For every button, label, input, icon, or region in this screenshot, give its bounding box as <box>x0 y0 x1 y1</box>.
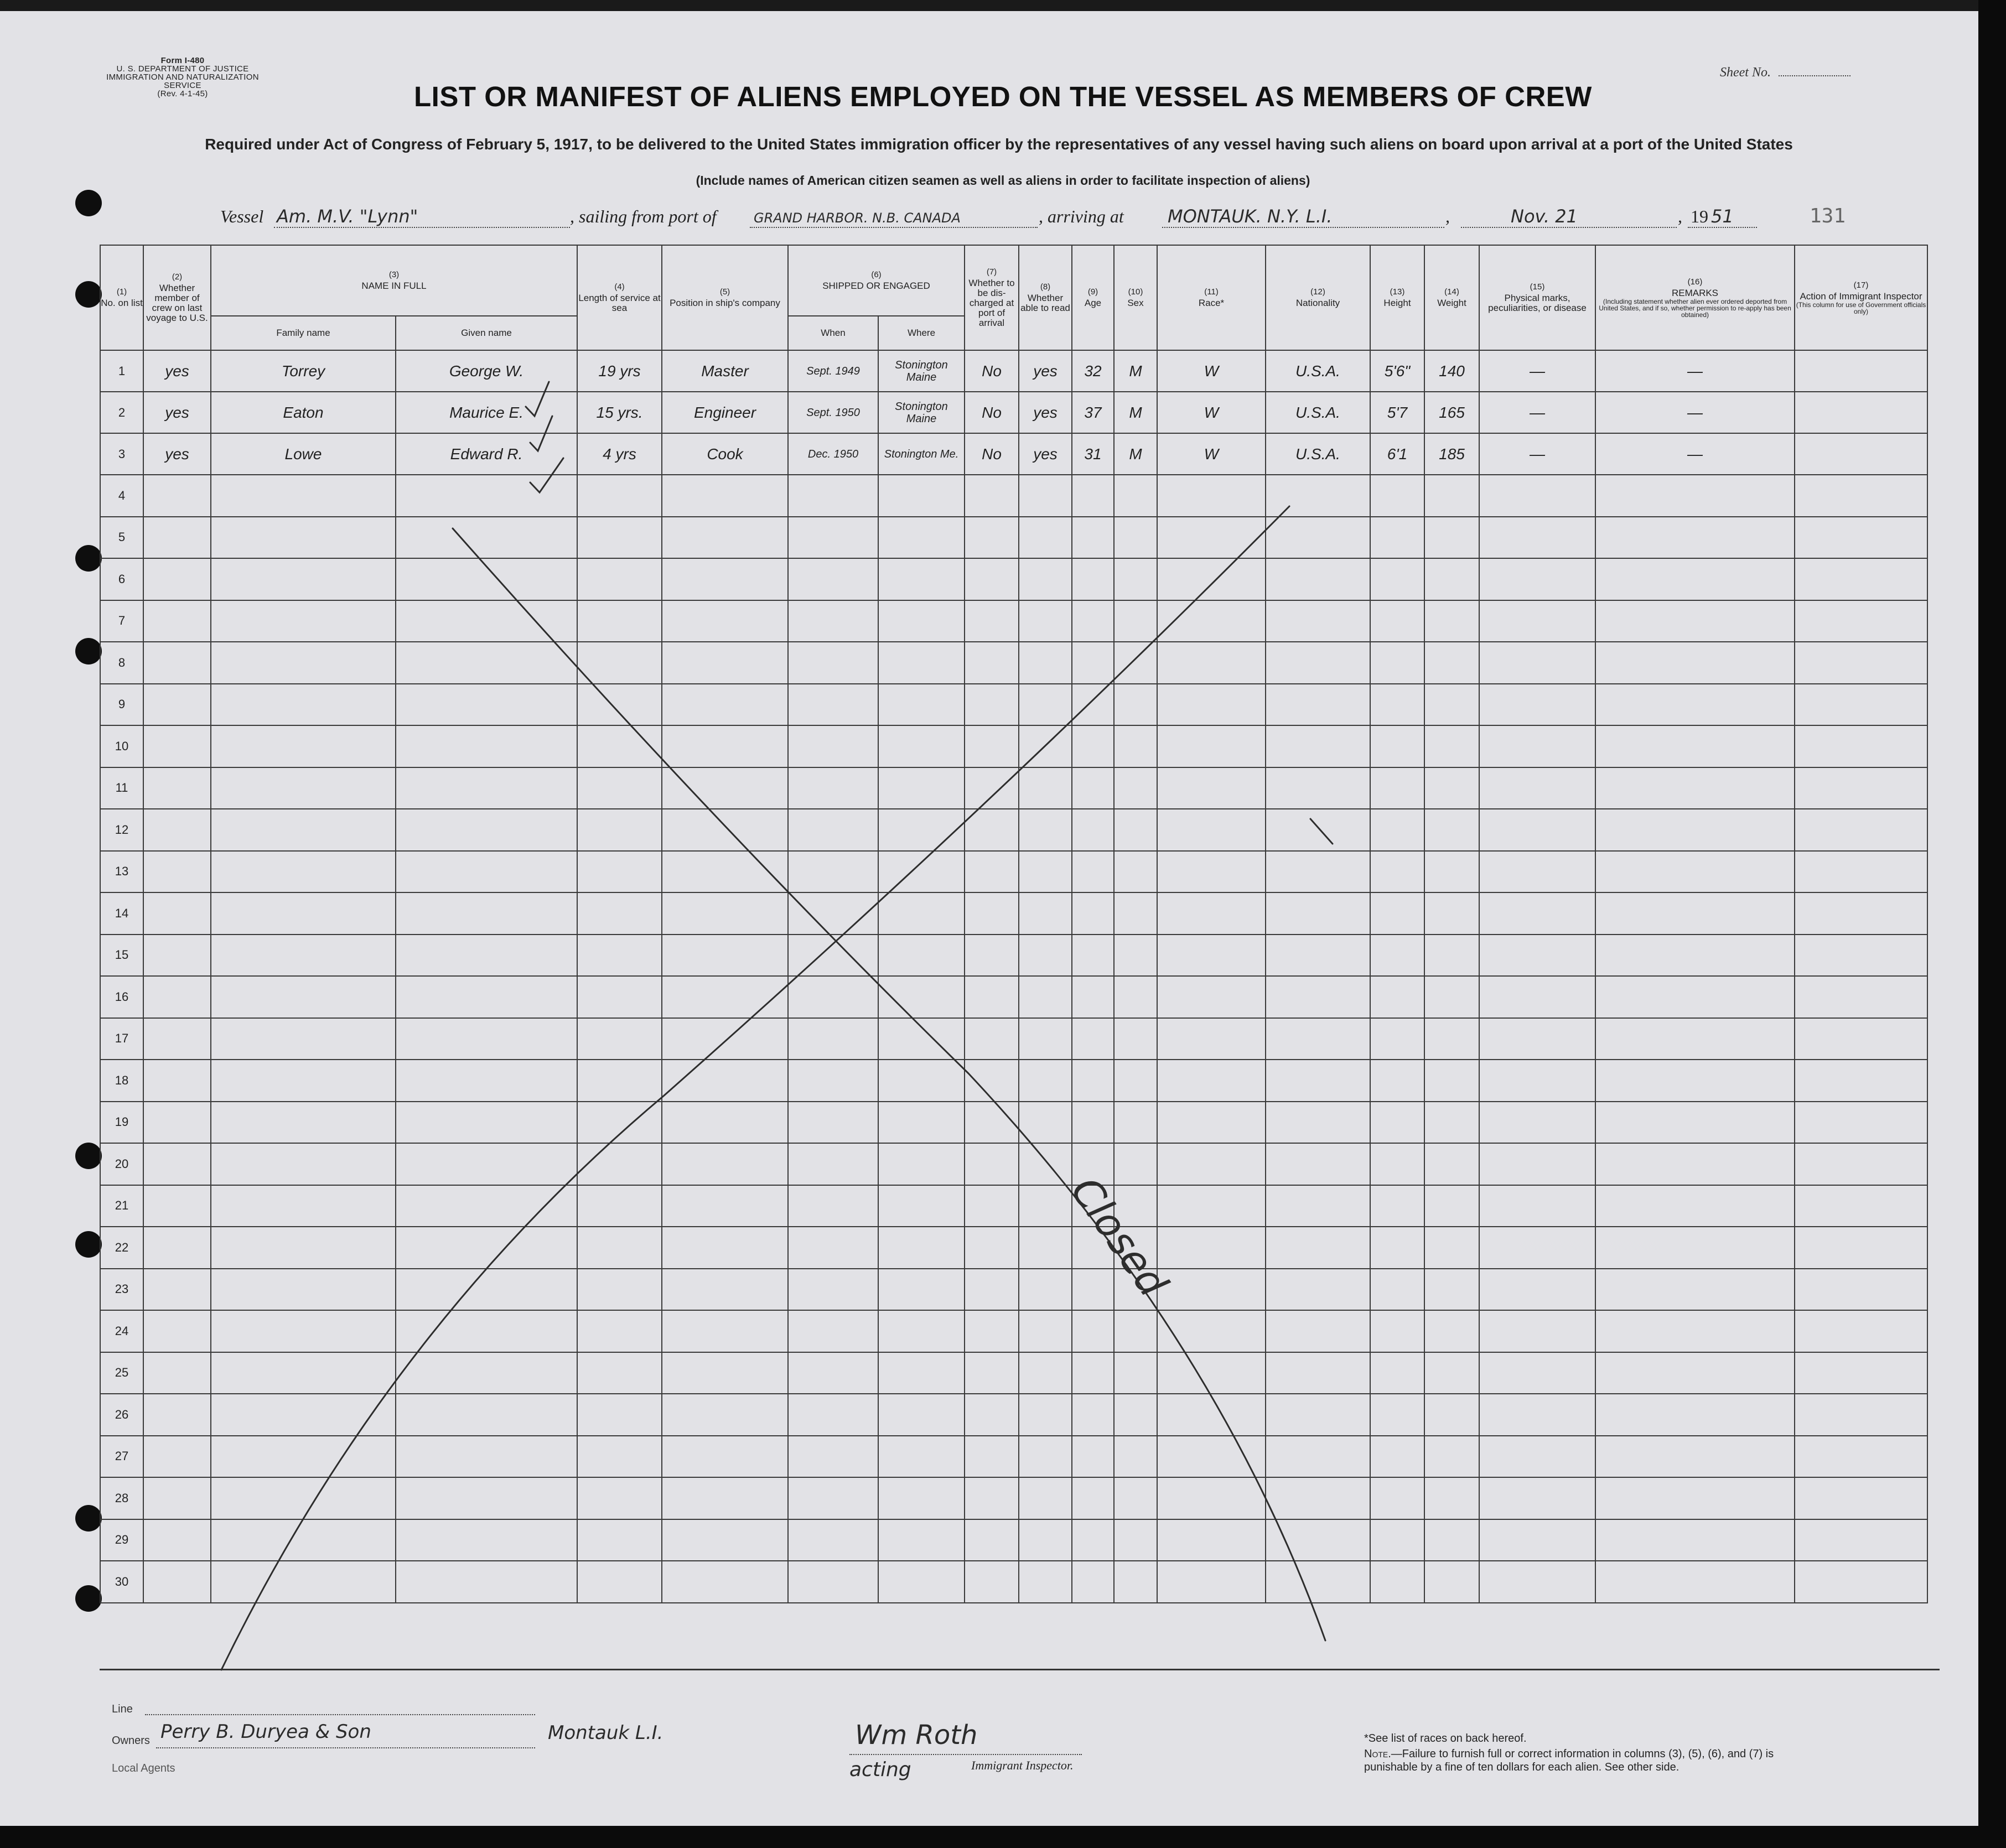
row-number: 9 <box>100 684 143 726</box>
page-subtitle: Required under Act of Congress of February 5, 1917, to be delivered to the United States immigration officer by the representatives of any vessel having such aliens on board upon arrival at a port of the United States <box>205 136 1793 153</box>
cell-given: Maurice E. <box>396 392 577 433</box>
row-number: 10 <box>100 725 143 767</box>
header-discharged: (7) Whether to be dis-charged at port of arrival <box>965 245 1019 350</box>
header-when: When <box>788 316 878 350</box>
cell-service: 15 yrs. <box>577 392 662 433</box>
sailing-value: GRAND HARBOR. N.B. CANADA <box>754 210 961 226</box>
arriving-value: MONTAUK. N.Y. L.I. <box>1168 206 1333 227</box>
row-number: 29 <box>100 1519 143 1561</box>
closed-annotation: Closed <box>1061 1168 1177 1305</box>
check-mark-icon <box>530 416 552 451</box>
row-number: 6 <box>100 558 143 600</box>
row-number: 8 <box>100 642 143 684</box>
cell-position: Cook <box>662 433 788 475</box>
check-mark-icon <box>526 382 549 416</box>
year-prefix: 19 <box>1691 206 1708 226</box>
cell-weight: 165 <box>1424 392 1479 433</box>
cell-nationality: U.S.A. <box>1266 350 1370 392</box>
cell-family: Lowe <box>211 433 396 475</box>
vessel-label: Vessel <box>220 206 264 226</box>
cell-position: Engineer <box>662 392 788 433</box>
cell-age: 37 <box>1072 392 1114 433</box>
cell-read: yes <box>1019 350 1072 392</box>
header-no-on-list: (1) No. on list <box>100 245 143 350</box>
cell-discharged: No <box>965 433 1019 475</box>
arrival-date: Nov. 21 <box>1511 206 1578 227</box>
inspector-signature: Wm Roth <box>855 1720 978 1751</box>
stamp-number: 131 <box>1810 205 1846 227</box>
header-remarks: (16) REMARKS (Including statement whether alien ever ordered deported from United States, and if so, whether permission to re-apply has been obtained) <box>1595 245 1795 350</box>
cell-sex: M <box>1114 392 1157 433</box>
header-family-name: Family name <box>211 316 396 350</box>
cell-service: 19 yrs <box>577 350 662 392</box>
cell-given: George W. <box>396 350 577 392</box>
cell-nationality: U.S.A. <box>1266 433 1370 475</box>
cell-nationality: U.S.A. <box>1266 392 1370 433</box>
header-physical-marks: (15) Physical marks, peculiarities, or disease <box>1479 245 1595 350</box>
races-note: *See list of races on back hereof. <box>1364 1732 1527 1745</box>
header-race: (11) Race* <box>1157 245 1266 350</box>
cell-service: 4 yrs <box>577 433 662 475</box>
header-given-name: Given name <box>396 316 577 350</box>
header-position: (5) Position in ship's company <box>662 245 788 350</box>
header-able-to-read: (8) Whether able to read <box>1019 245 1072 350</box>
cell-family: Torrey <box>211 350 396 392</box>
form-number: Form I-480 <box>160 56 205 65</box>
row-number: 20 <box>100 1143 143 1185</box>
agents-label: Local Agents <box>112 1762 175 1774</box>
header-height: (13) Height <box>1370 245 1424 350</box>
row-number: 14 <box>100 892 143 935</box>
row-number: 26 <box>100 1394 143 1436</box>
row-number: 12 <box>100 809 143 851</box>
year-value: 51 <box>1711 206 1734 227</box>
cell-sex: M <box>1114 433 1157 475</box>
cell-when: Dec. 1950 <box>788 433 878 475</box>
row-number: 25 <box>100 1352 143 1394</box>
cell-height: 6'1 <box>1370 433 1424 475</box>
header-where: Where <box>878 316 965 350</box>
cell-where: Stonington Maine <box>878 350 965 392</box>
line-label: Line <box>112 1703 133 1715</box>
cancel-stroke <box>221 506 1289 1670</box>
header-age: (9) Age <box>1072 245 1114 350</box>
cell-weight: 185 <box>1424 433 1479 475</box>
row-number: 16 <box>100 976 143 1018</box>
cell-remarks: — <box>1595 350 1795 392</box>
sailing-label: , sailing from port of <box>570 206 717 226</box>
cell-last-voyage: yes <box>143 392 211 433</box>
vessel-value: Am. M.V. "Lynn" <box>277 206 418 227</box>
header-length-of-service: (4) Length of service at sea <box>577 245 662 350</box>
header-weight: (14) Weight <box>1424 245 1479 350</box>
cell-position: Master <box>662 350 788 392</box>
page-subnote: (Include names of American citizen seamen as well as aliens in order to facilitate inspection of aliens) <box>696 173 1310 188</box>
form-service: IMMIGRATION AND NATURALIZATION SERVICE <box>106 72 259 90</box>
header-inspector-action: (17) Action of Immigrant Inspector (This column for use of Government officials only) <box>1795 245 1927 350</box>
sheet-number-label: Sheet No. <box>1720 65 1771 80</box>
row-number: 18 <box>100 1060 143 1102</box>
cell-race: W <box>1157 433 1266 475</box>
cell-remarks: — <box>1595 433 1795 475</box>
header-sex: (10) Sex <box>1114 245 1157 350</box>
row-number: 28 <box>100 1477 143 1519</box>
row-number: 13 <box>100 851 143 893</box>
cell-marks: — <box>1479 433 1595 475</box>
row-number: 11 <box>100 767 143 809</box>
cell-weight: 140 <box>1424 350 1479 392</box>
cell-height: 5'7 <box>1370 392 1424 433</box>
fine-note-text: —Failure to furnish full or correct information in columns (3), (5), (6), and (7) is punishable by a fine of ten dollars for each alien. See other side. <box>1364 1748 1774 1773</box>
row-number: 22 <box>100 1227 143 1269</box>
header-name-in-full: (3) NAME IN FULL <box>211 245 577 316</box>
owners-label: Owners <box>112 1735 150 1747</box>
header-nationality: (12) Nationality <box>1266 245 1370 350</box>
row-number: 30 <box>100 1561 143 1603</box>
cell-when: Sept. 1949 <box>788 350 878 392</box>
cell-age: 32 <box>1072 350 1114 392</box>
row-number: 19 <box>100 1102 143 1144</box>
cell-marks: — <box>1479 392 1595 433</box>
row-number: 27 <box>100 1436 143 1478</box>
inspector-label: Immigrant Inspector. <box>971 1758 1074 1772</box>
check-mark-icon <box>530 458 563 492</box>
row-number: 15 <box>100 935 143 977</box>
row-number: 17 <box>100 1018 143 1060</box>
cell-discharged: No <box>965 392 1019 433</box>
header-shipped-or-engaged: (6) SHIPPED OR ENGAGED <box>788 245 965 316</box>
row-number: 4 <box>100 475 143 517</box>
acting-annotation: acting <box>849 1758 911 1781</box>
cell-last-voyage: yes <box>143 433 211 475</box>
cell-when: Sept. 1950 <box>788 392 878 433</box>
cell-race: W <box>1157 392 1266 433</box>
row-number: 5 <box>100 517 143 559</box>
cell-read: yes <box>1019 392 1072 433</box>
cell-sex: M <box>1114 350 1157 392</box>
cell-where: Stonington Maine <box>878 392 965 433</box>
fine-note-label: Note. <box>1364 1748 1391 1760</box>
row-number: 7 <box>100 600 143 642</box>
row-number: 24 <box>100 1310 143 1352</box>
cell-family: Eaton <box>211 392 396 433</box>
row-number: 23 <box>100 1269 143 1311</box>
cell-marks: — <box>1479 350 1595 392</box>
manifest-sheet: Form I-480 U. S. DEPARTMENT OF JUSTICE IMMIGRATION AND NATURALIZATION SERVICE (Rev. 4-1-45) Sheet No. LIST OR MANIFEST OF ALIENS EMPLOYED ON THE VESSEL AS MEMBERS OF CREW Required under Act of Congress of February 5, 1917, to be delivered to the United States immigration officer by the representatives of any vessel having such aliens on board upon arrival at a port of the United States (Include names of American citizen seamen as well as aliens in order to facilitate inspection of aliens) Vessel Am. M.V. "Lynn" , sailing from port of GRAND HARBOR. N.B. CANADA , arriving at MONTAUK. N.Y. L.I. , Nov. 21 , 19 51 131 (1) No. on list (2) Whether member of crew on last voyage to U.S. (3) NAME IN FULL (4) Length of service at sea (5) Position in ship's company (6) SHIPPED OR ENGAGED (7) Whether to be dis-charged at port of arrival (8) Whether able to read (9) Age (10) Sex (11) Race* (12) Nationality (13) Height (14) Weight (15) Physical marks, peculiarities, or disease (16) REMARKS (Including statement whether alien ever ordered deported from United States, and if so, whether permission to re-apply has been obtained) (17) Action of Immigrant Inspector (This column for use of Government officials only) Family name Given name When Where 1 yes Torrey George W. 19 yrs Master Sept. 1949 Stonington Maine No yes 32 M W U.S.A. 5'6" 140 — — 2 yes Eaton Maurice E. 15 yrs. Engineer Sept. 1950 Stonington Maine No yes 37 M W U.S.A. 5'7 165 — — 3 yes Lowe Edward R. 4 yrs Cook Dec. 1950 Stonington Me. No yes 31 M W U.S.A. 6'1 185 — — 4 5 6 7 8 9 10 11 12 13 14 15 16 17 18 19 20 21 22 23 24 25 26 27 28 29 30 Line Owners Perry B. Duryea & Son Montauk L.I. Local Agents Wm Roth acting Immigrant Inspector. *See list of races on back hereof. Note.—Failure to furnish full or correct information in columns (3), (5), (6), and (7) is punishable by a fine of ten dollars for each alien. See other side. Closed <box>0 0 2006 1848</box>
row-number: 3 <box>100 433 143 475</box>
cell-race: W <box>1157 350 1266 392</box>
form-revision: (Rev. 4-1-45) <box>157 89 208 98</box>
cell-where: Stonington Me. <box>878 433 965 475</box>
cell-height: 5'6" <box>1370 350 1424 392</box>
row-number: 21 <box>100 1185 143 1227</box>
cell-age: 31 <box>1072 433 1114 475</box>
cancel-stroke <box>1310 819 1333 844</box>
row-number: 2 <box>100 392 143 433</box>
arriving-label: , arriving at <box>1039 206 1124 226</box>
owners-value: Perry B. Duryea & Son <box>160 1721 371 1743</box>
header-member-of-crew: (2) Whether member of crew on last voyage to U.S. <box>143 245 211 350</box>
cell-read: yes <box>1019 433 1072 475</box>
cell-last-voyage: yes <box>143 350 211 392</box>
page-title: LIST OR MANIFEST OF ALIENS EMPLOYED ON THE VESSEL AS MEMBERS OF CREW <box>414 81 1592 112</box>
cell-discharged: No <box>965 350 1019 392</box>
cell-remarks: — <box>1595 392 1795 433</box>
cancel-stroke <box>453 528 1325 1641</box>
cell-given: Edward R. <box>396 433 577 475</box>
form-department: U. S. DEPARTMENT OF JUSTICE <box>116 64 249 74</box>
owners-place: Montauk L.I. <box>548 1722 664 1744</box>
row-number: 1 <box>100 350 143 392</box>
